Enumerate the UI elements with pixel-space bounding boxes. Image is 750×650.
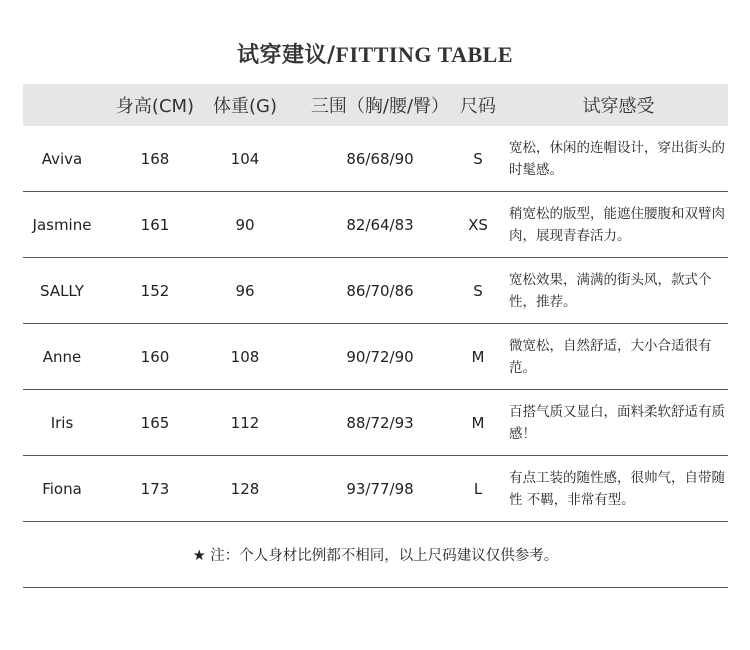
footer-note: ★ 注：个人身材比例都不相同，以上尺码建议仅供参考。 — [23, 522, 728, 588]
header-size: 尺码 — [460, 96, 496, 117]
row-height: 173 — [140, 479, 170, 498]
row-size: M — [471, 413, 485, 432]
table-row — [23, 192, 728, 258]
row-measurements: 86/70/86 — [346, 281, 414, 300]
row-size: M — [471, 347, 485, 366]
row-feeling: 宽松效果，满满的街头风，款式个性，推荐。 — [509, 271, 712, 310]
row-name: SALLY — [40, 281, 84, 300]
header-measurements: 三围（胸/腰/臀） — [310, 96, 450, 117]
row-measurements: 88/72/93 — [346, 413, 414, 432]
table-row — [23, 324, 728, 390]
row-height: 160 — [140, 347, 170, 366]
row-height: 152 — [140, 281, 170, 300]
row-measurements: 86/68/90 — [346, 149, 414, 168]
fitting-table — [23, 84, 728, 588]
row-weight: 128 — [230, 479, 260, 498]
row-height: 168 — [140, 149, 170, 168]
row-name: Aviva — [41, 149, 83, 168]
table-row — [23, 456, 728, 522]
table-row — [23, 258, 728, 324]
row-weight: 104 — [230, 149, 260, 168]
table-row — [23, 126, 728, 192]
row-feeling: 有点工装的随性感，很帅气，自带随性 不羁，非常有型。 — [509, 469, 725, 508]
row-size: S — [473, 281, 483, 300]
title-cn: 试穿建议/ — [236, 43, 336, 68]
row-measurements: 82/64/83 — [346, 215, 414, 234]
row-feeling: 稍宽松的版型，能遮住腰腹和双臂肉肉，展现青春活力。 — [509, 205, 725, 244]
row-name: Fiona — [42, 479, 82, 498]
row-weight: 108 — [230, 347, 260, 366]
table-row — [23, 390, 728, 456]
page-title — [0, 38, 750, 69]
header-name — [23, 84, 101, 126]
row-size: S — [473, 149, 483, 168]
row-weight: 96 — [235, 281, 255, 300]
row-size: L — [473, 479, 483, 498]
row-name: Anne — [42, 347, 82, 366]
row-weight: 90 — [235, 215, 255, 234]
row-feeling: 宽松，休闲的连帽设计，穿出街头的时髦感。 — [509, 139, 725, 178]
row-name: Iris — [50, 413, 74, 432]
row-measurements: 90/72/90 — [346, 347, 414, 366]
row-feeling: 微宽松，自然舒适，大小合适很有范。 — [509, 337, 712, 376]
row-weight: 112 — [230, 413, 260, 432]
row-height: 165 — [140, 413, 170, 432]
header-feeling: 试穿感受 — [582, 96, 655, 117]
row-feeling: 百搭气质又显白，面料柔软舒适有质感！ — [509, 403, 725, 442]
row-height: 161 — [140, 215, 170, 234]
row-size: XS — [468, 215, 488, 234]
table-header — [23, 84, 728, 126]
row-name: Jasmine — [32, 215, 92, 234]
header-height: 身高(CM) — [115, 96, 195, 117]
row-measurements: 93/77/98 — [346, 479, 414, 498]
header-weight: 体重(G) — [213, 96, 277, 117]
title-en: FITTING TABLE — [335, 42, 513, 67]
